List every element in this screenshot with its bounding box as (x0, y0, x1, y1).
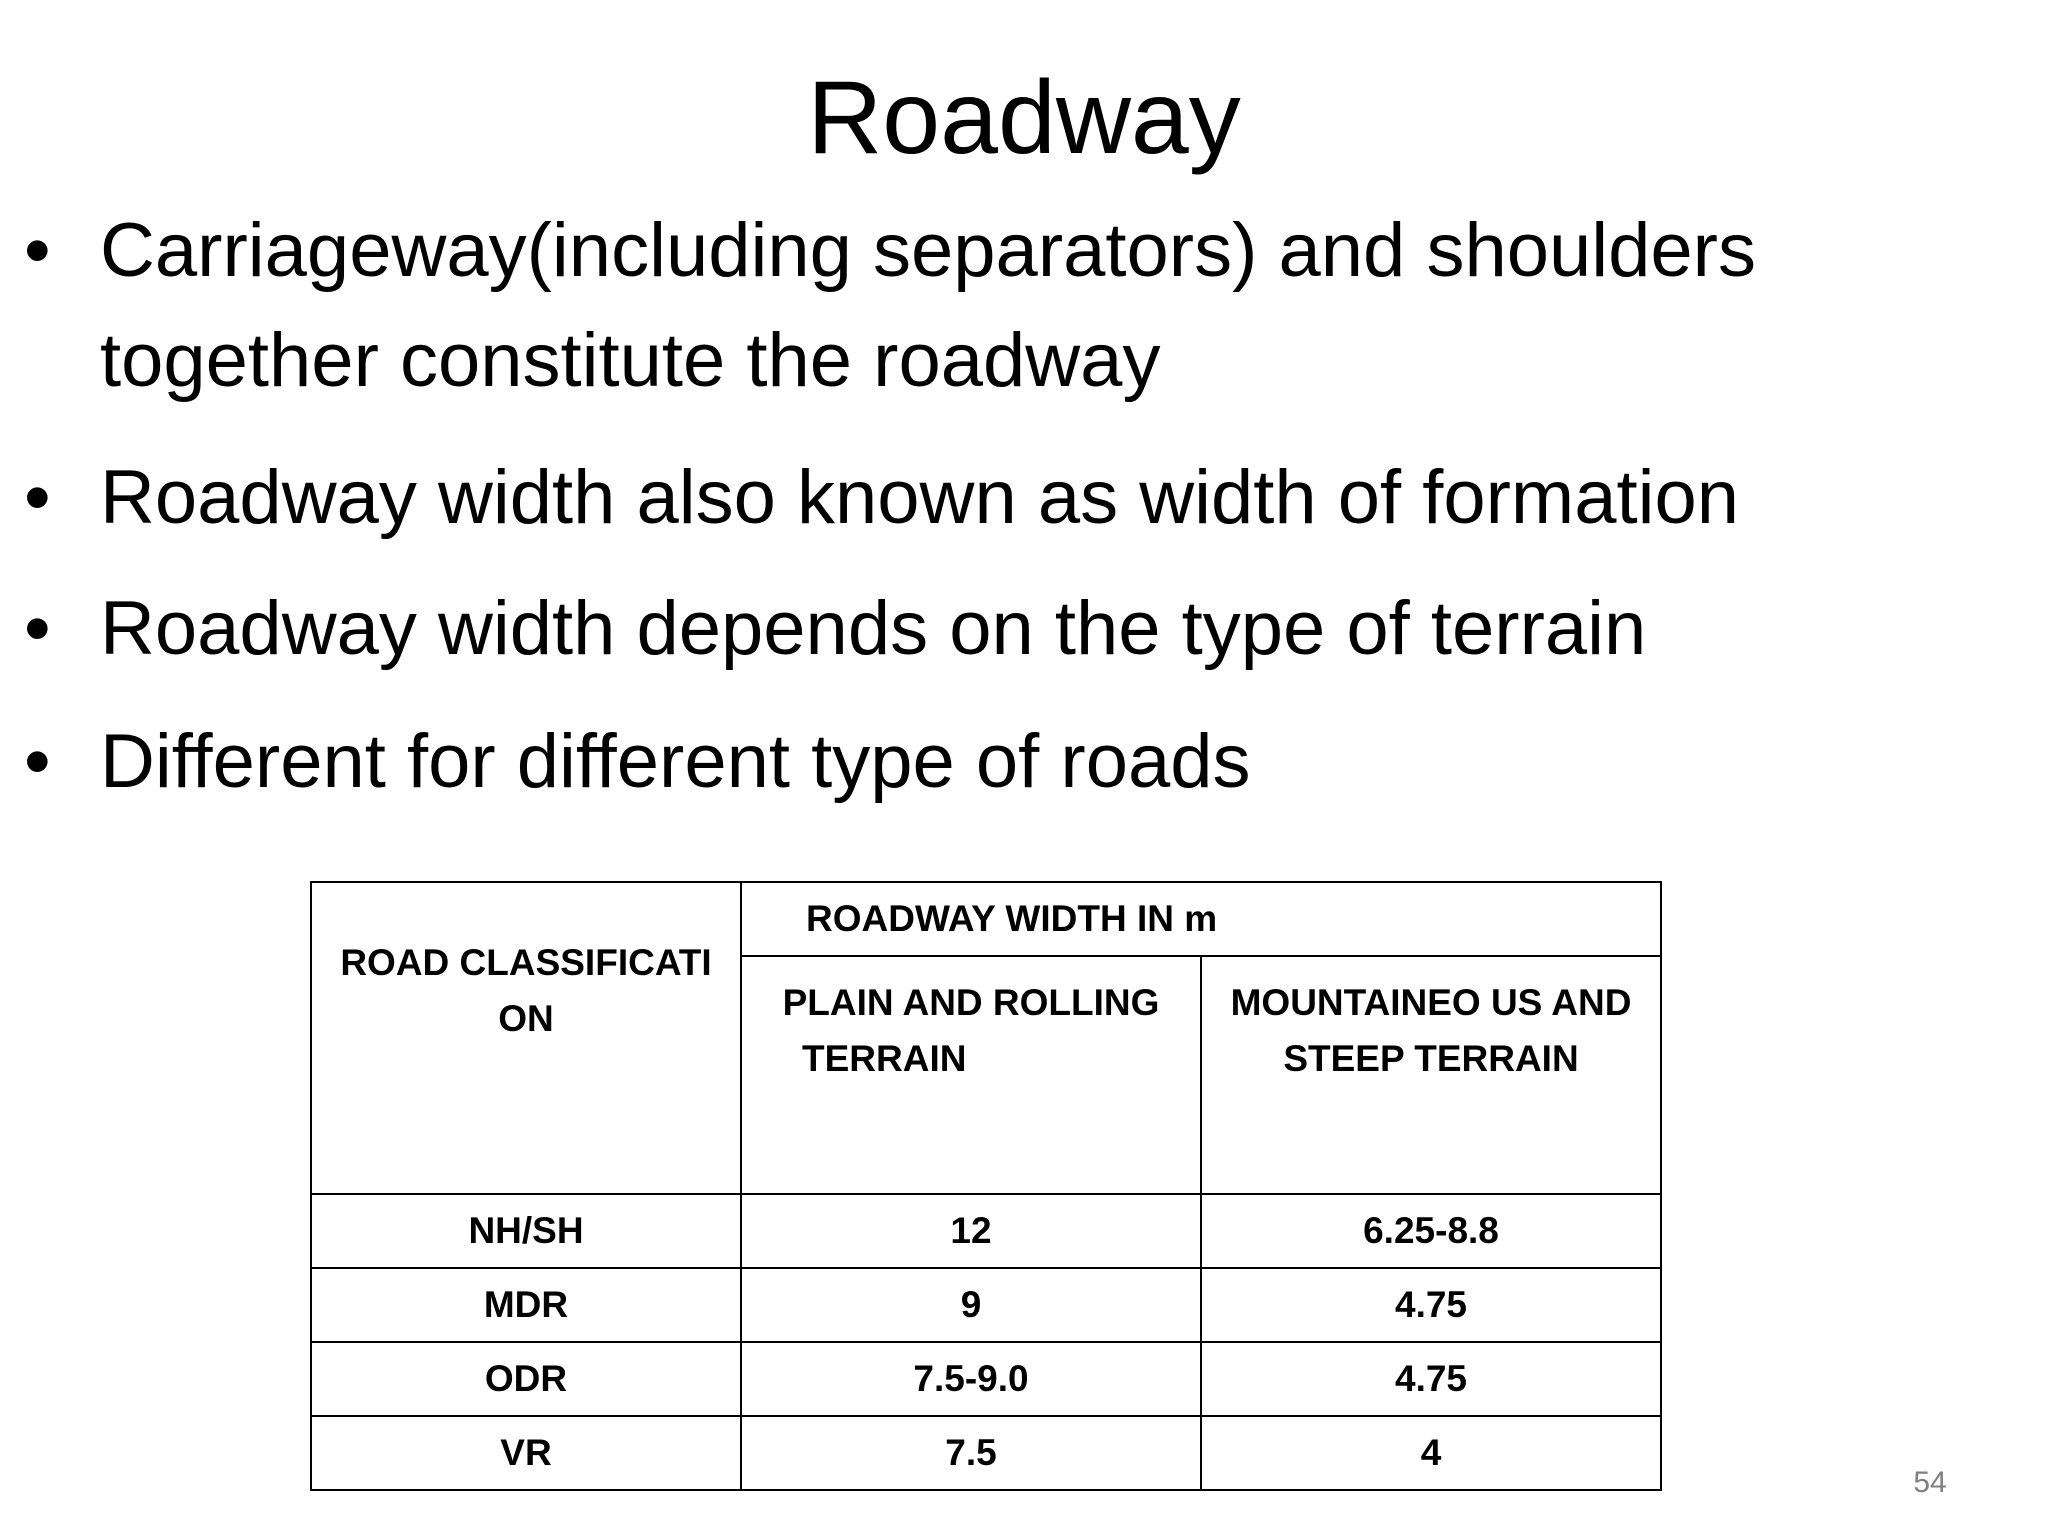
bullet-text-line: Roadway width also known as width of formation (100, 455, 1740, 540)
header-text-line: TERRAIN (802, 1038, 967, 1079)
header-text-line: ROAD CLASSIFICATI (340, 942, 712, 983)
header-text-line: STEEP TERRAIN (1283, 1038, 1579, 1079)
cell-plain-width: 9 (741, 1268, 1201, 1342)
cell-plain-width: 7.5-9.0 (741, 1342, 1201, 1416)
table-row (311, 1416, 1661, 1490)
bullet-dot: • (24, 719, 51, 804)
bullet-dot: • (24, 586, 51, 671)
bullet-text-line: together constitute the roadway (100, 318, 1161, 403)
bullet-text-line: Roadway width depends on the type of terrain (100, 586, 1647, 671)
slide-title: Roadway (807, 60, 1241, 176)
header-text-line: ON (498, 998, 554, 1039)
cell-mountain-width: 6.25-8.8 (1201, 1194, 1661, 1268)
cell-mountain-width: 4.75 (1201, 1268, 1661, 1342)
bullet-dot: • (24, 208, 51, 293)
cell-mountain-width: 4 (1201, 1416, 1661, 1490)
table-row (311, 1268, 1661, 1342)
table-row (311, 1342, 1661, 1416)
header-text-line: MOUNTAINEO US AND (1230, 982, 1632, 1023)
cell-plain-width: 12 (741, 1194, 1201, 1268)
cell-road-class: MDR (311, 1268, 741, 1342)
cell-mountain-width: 4.75 (1201, 1342, 1661, 1416)
header-roadway-width: ROADWAY WIDTH IN m (741, 882, 1661, 956)
bullet-text-line: Carriageway(including separators) and shoulders (100, 208, 1756, 293)
page-number: 54 (1913, 1466, 1947, 1499)
bullet-dot: • (24, 455, 51, 540)
bullet-text-line: Different for different type of roads (100, 719, 1251, 804)
table-header-row (311, 882, 1661, 956)
header-text-line: PLAIN AND ROLLING (782, 982, 1160, 1023)
header-mountainous-steep-terrain (1201, 956, 1661, 1194)
header-plain-rolling-terrain (741, 956, 1201, 1194)
roadway-width-table (310, 881, 1662, 1491)
cell-road-class: VR (311, 1416, 741, 1490)
header-road-classification (311, 882, 741, 1194)
cell-road-class: NH/SH (311, 1194, 741, 1268)
cell-plain-width: 7.5 (741, 1416, 1201, 1490)
cell-road-class: ODR (311, 1342, 741, 1416)
table-row (311, 1194, 1661, 1268)
